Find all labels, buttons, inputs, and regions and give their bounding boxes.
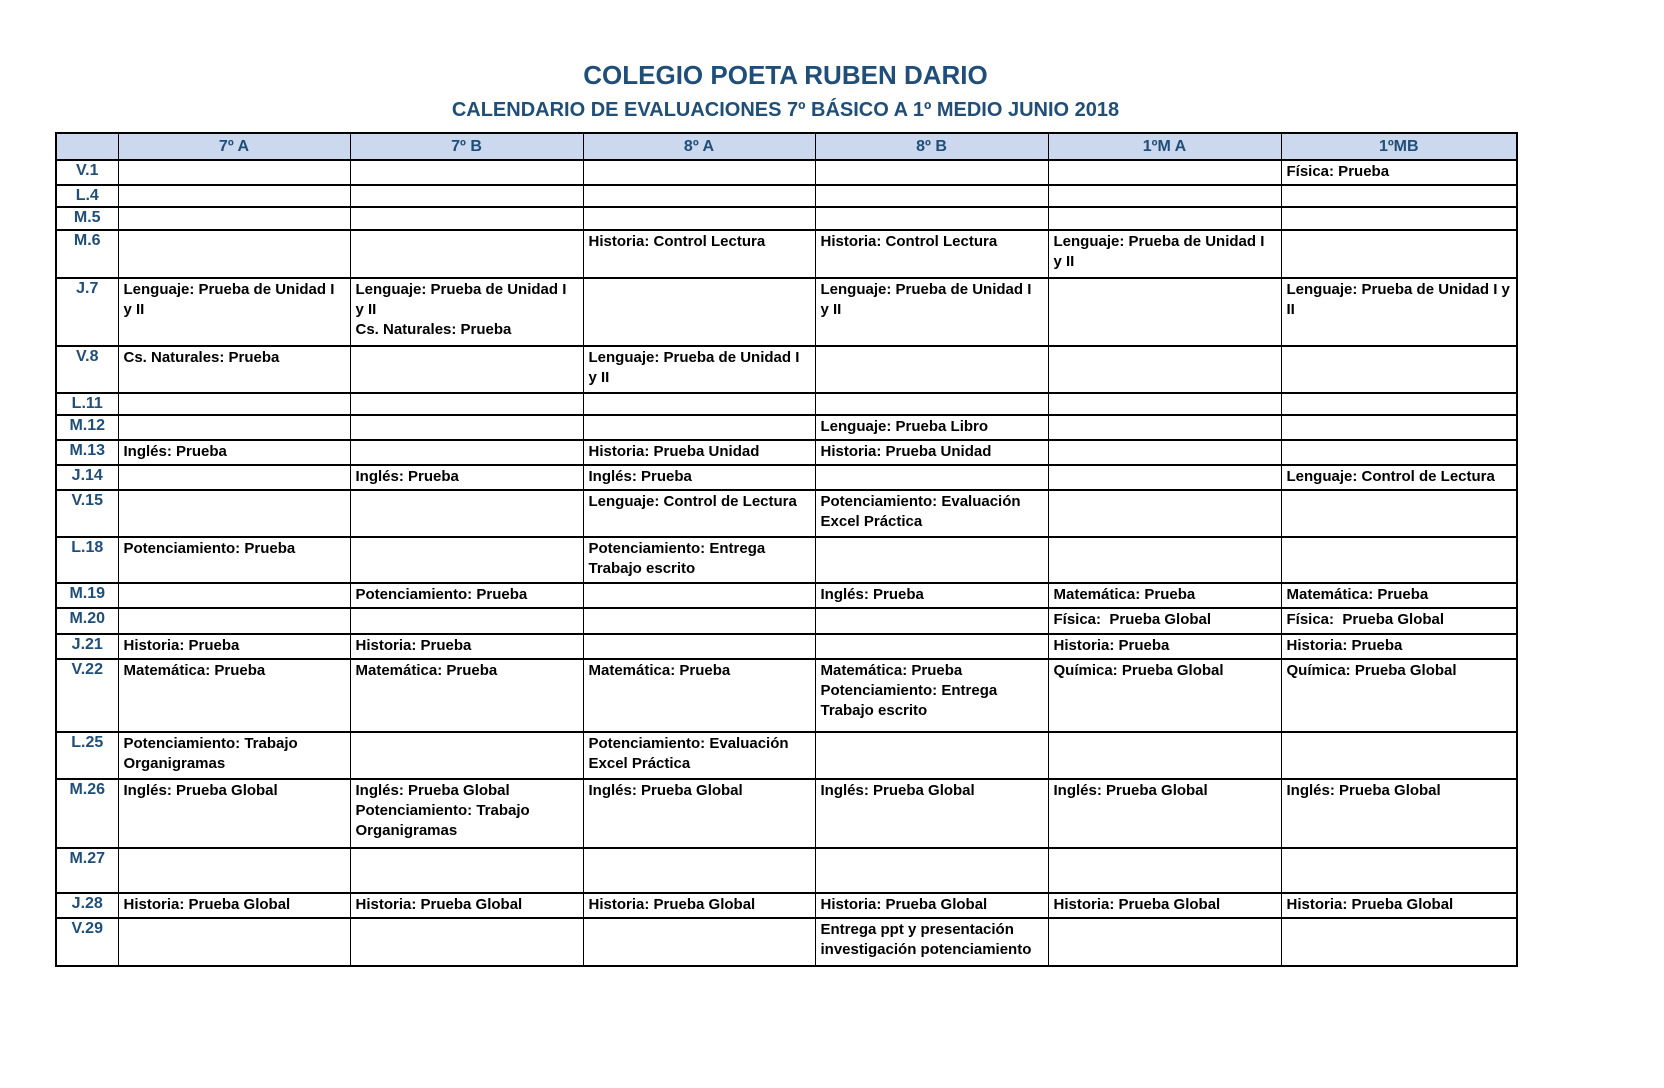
event-cell [350,160,583,185]
event-text: Potenciamiento: Entrega Trabajo escrito [588,540,770,578]
event-text: Potenciamiento: Prueba [123,540,296,558]
event-cell [583,207,815,230]
event-text: Historia: Control Lectura [588,233,766,251]
event-text: Lenguaje: Control de Lectura [1286,468,1495,486]
event-cell [1048,465,1281,490]
day-cell: M.26 [56,779,118,848]
event-cell [815,185,1048,207]
event-text: Lenguaje: Prueba de Unidad I y II [820,281,1036,319]
event-cell [350,278,583,346]
event-cell [1281,440,1517,465]
event-cell [815,608,1048,633]
event-cell [1281,207,1517,230]
event-text: Lenguaje: Prueba Libro [820,418,989,436]
table-row [56,465,1517,490]
event-text: Inglés: Prueba [820,586,924,604]
event-cell [350,583,583,608]
event-cell [815,537,1048,583]
event-cell [1048,440,1281,465]
event-cell [1048,230,1281,278]
event-cell [815,346,1048,393]
event-cell [118,732,350,779]
table-row [56,415,1517,440]
event-cell [583,440,815,465]
event-cell [583,659,815,732]
table-row [56,393,1517,415]
event-cell [350,608,583,633]
event-text: Potenciamiento: Trabajo Organigramas [123,734,302,772]
event-cell [815,732,1048,779]
day-cell: V.29 [56,918,118,966]
event-text: Matemática: Prueba [588,661,731,679]
event-cell [118,160,350,185]
event-text: Inglés: Prueba Global [588,781,743,799]
event-text: Potenciamiento: Entrega Trabajo escrito [820,681,1002,719]
table-row [56,490,1517,537]
event-cell [350,537,583,583]
event-cell [815,278,1048,346]
table-row [56,608,1517,633]
event-text: Química: Prueba Global [1053,661,1224,679]
event-cell [815,465,1048,490]
event-cell [1281,893,1517,918]
event-cell [118,608,350,633]
event-cell [118,230,350,278]
event-text: Historia: Control Lectura [820,233,998,251]
header-cell-8b: 8º B [815,133,1048,160]
event-cell [815,230,1048,278]
event-cell [350,346,583,393]
event-text: Física: Prueba Global [1286,611,1445,629]
table-row [56,440,1517,465]
event-cell [815,779,1048,848]
event-text: Potenciamiento: Prueba [355,586,528,604]
table-row [56,207,1517,230]
event-text: Inglés: Prueba [123,443,227,461]
day-cell: J.7 [56,278,118,346]
event-cell [1281,346,1517,393]
table-row [56,230,1517,278]
event-text: Historia: Prueba [355,636,472,654]
event-cell [1281,732,1517,779]
event-cell [1281,415,1517,440]
header-cell-7a: 7º A [118,133,350,160]
event-cell [350,185,583,207]
event-cell [350,440,583,465]
day-cell: V.8 [56,346,118,393]
event-text: Lenguaje: Prueba de Unidad I y II [588,349,804,387]
event-cell [118,278,350,346]
event-cell [118,634,350,659]
event-text: Física: Prueba Global [1053,611,1212,629]
event-cell [118,537,350,583]
event-cell [1048,490,1281,537]
event-text: Lenguaje: Prueba de Unidad I y II [123,281,339,319]
event-cell [350,230,583,278]
event-cell [1048,732,1281,779]
event-text: Inglés: Prueba Global [123,781,278,799]
event-text: Química: Prueba Global [1286,661,1457,679]
event-text: Lenguaje: Prueba de Unidad I y II [1286,281,1515,319]
event-text: Inglés: Prueba Global [820,781,975,799]
event-cell [1048,893,1281,918]
table-row [56,659,1517,732]
event-cell [815,659,1048,732]
event-text: Potenciamiento: Evaluación Excel Práctica [820,493,1025,531]
day-cell: J.14 [56,465,118,490]
event-cell [350,490,583,537]
event-cell [815,415,1048,440]
event-cell [350,659,583,732]
event-cell [815,918,1048,966]
event-text: Matemática: Prueba [820,661,963,679]
event-cell [118,490,350,537]
event-cell [118,346,350,393]
event-cell [815,490,1048,537]
event-cell [350,415,583,440]
event-cell [1281,634,1517,659]
event-cell [350,207,583,230]
event-text: Lenguaje: Control de Lectura [588,493,797,511]
event-cell [1048,634,1281,659]
header-cell-day [56,133,118,160]
event-cell [583,278,815,346]
event-cell [583,634,815,659]
event-cell [815,634,1048,659]
event-cell [583,160,815,185]
event-text: Cs. Naturales: Prueba [123,349,280,367]
event-cell [118,848,350,893]
event-cell [583,848,815,893]
event-text: Historia: Prueba Global [1286,895,1454,913]
header-cell-1mb: 1ºMB [1281,133,1517,160]
event-text: Inglés: Prueba Global [355,781,510,799]
event-text: Matemática: Prueba [1053,586,1196,604]
table-row [56,537,1517,583]
day-cell: L.25 [56,732,118,779]
evaluations-calendar-table [55,132,1518,967]
event-cell [1281,393,1517,415]
header-row [56,133,1517,160]
event-cell [583,346,815,393]
event-cell [1281,583,1517,608]
day-cell: M.19 [56,583,118,608]
event-text: Matemática: Prueba [355,661,498,679]
event-cell [1048,346,1281,393]
event-cell [1048,393,1281,415]
event-text: Lenguaje: Prueba de Unidad I y II [355,281,571,319]
event-cell [118,465,350,490]
event-text: Historia: Prueba Unidad [820,443,992,461]
event-cell [583,465,815,490]
event-cell [815,583,1048,608]
day-cell: V.15 [56,490,118,537]
event-cell [350,779,583,848]
event-cell [350,893,583,918]
event-text: Inglés: Prueba [588,468,692,486]
event-cell [1281,537,1517,583]
event-cell [815,160,1048,185]
table-row [56,732,1517,779]
table-row [56,634,1517,659]
event-cell [583,608,815,633]
page-subtitle: CALENDARIO DE EVALUACIONES 7º BÁSICO A 1º MEDIO JUNIO 2018 [451,99,1120,121]
event-text: Inglés: Prueba [355,468,459,486]
event-text: Matemática: Prueba [1286,586,1429,604]
table-row [56,918,1517,966]
event-cell [1048,278,1281,346]
page-title: COLEGIO POETA RUBEN DARIO [583,60,988,90]
event-cell [1048,583,1281,608]
event-cell [1048,415,1281,440]
event-cell [1048,659,1281,732]
day-cell: L.11 [56,393,118,415]
day-cell: V.22 [56,659,118,732]
event-text: Historia: Prueba Global [355,895,523,913]
event-cell [1281,608,1517,633]
event-cell [1048,160,1281,185]
event-cell [118,779,350,848]
event-cell [118,659,350,732]
day-cell: M.6 [56,230,118,278]
day-cell: J.21 [56,634,118,659]
table-row [56,185,1517,207]
event-cell [1048,848,1281,893]
event-cell [815,893,1048,918]
day-cell: M.27 [56,848,118,893]
event-cell [350,465,583,490]
event-text: Inglés: Prueba Global [1053,781,1208,799]
event-cell [583,185,815,207]
event-cell [583,393,815,415]
event-cell [350,848,583,893]
event-cell [1281,160,1517,185]
table-body [56,160,1517,966]
event-text: Historia: Prueba [1053,636,1170,654]
event-cell [1281,278,1517,346]
event-cell [815,848,1048,893]
table-row [56,779,1517,848]
event-cell [1048,185,1281,207]
event-text: Lenguaje: Prueba de Unidad I y II [1053,233,1269,271]
event-cell [118,415,350,440]
event-cell [583,537,815,583]
event-text: Historia: Prueba Global [588,895,756,913]
event-cell [118,918,350,966]
event-cell [1281,779,1517,848]
event-cell [1281,659,1517,732]
event-cell [583,918,815,966]
event-cell [350,634,583,659]
event-cell [118,893,350,918]
event-text: Historia: Prueba Global [123,895,291,913]
event-text: Potenciamiento: Evaluación Excel Práctica [588,734,793,772]
event-text: Historia: Prueba Global [1053,895,1221,913]
event-text: Inglés: Prueba Global [1286,781,1441,799]
event-cell [1281,465,1517,490]
event-text: Cs. Naturales: Prueba [355,321,512,339]
event-cell [583,732,815,779]
event-text: Historia: Prueba [1286,636,1403,654]
event-cell [350,393,583,415]
day-cell: M.12 [56,415,118,440]
day-cell: V.1 [56,160,118,185]
event-text: Historia: Prueba [123,636,240,654]
event-cell [583,415,815,440]
event-cell [1281,185,1517,207]
event-cell [350,918,583,966]
event-cell [583,779,815,848]
event-cell [583,230,815,278]
event-text: Matemática: Prueba [123,661,266,679]
event-cell [1281,918,1517,966]
event-cell [1048,918,1281,966]
event-cell [118,207,350,230]
day-cell: M.5 [56,207,118,230]
event-cell [118,393,350,415]
event-cell [815,393,1048,415]
event-cell [118,440,350,465]
event-cell [583,583,815,608]
table-row [56,160,1517,185]
table-row [56,848,1517,893]
event-text: Historia: Prueba Global [820,895,988,913]
table-row [56,583,1517,608]
event-cell [118,583,350,608]
day-cell: M.20 [56,608,118,633]
event-cell [118,185,350,207]
event-cell [583,893,815,918]
header-cell-1ma: 1ºM A [1048,133,1281,160]
header-cell-7b: 7º B [350,133,583,160]
table-row [56,278,1517,346]
event-text: Física: Prueba [1286,163,1390,180]
event-cell [1048,207,1281,230]
event-cell [350,732,583,779]
event-text: Entrega ppt y presentación investigación potenciamiento [820,920,1032,958]
day-cell: J.28 [56,893,118,918]
day-cell: L.4 [56,185,118,207]
event-cell [1048,779,1281,848]
event-cell [1281,230,1517,278]
table-row [56,893,1517,918]
event-cell [1048,608,1281,633]
event-cell [1281,490,1517,537]
event-cell [815,207,1048,230]
event-cell [583,490,815,537]
header-cell-8a: 8º A [583,133,815,160]
event-text: Potenciamiento: Trabajo Organigramas [355,801,534,839]
table-row [56,346,1517,393]
day-cell: L.18 [56,537,118,583]
event-cell [1281,848,1517,893]
day-cell: M.13 [56,440,118,465]
event-text: Historia: Prueba Unidad [588,443,760,461]
event-cell [815,440,1048,465]
event-cell [1048,537,1281,583]
